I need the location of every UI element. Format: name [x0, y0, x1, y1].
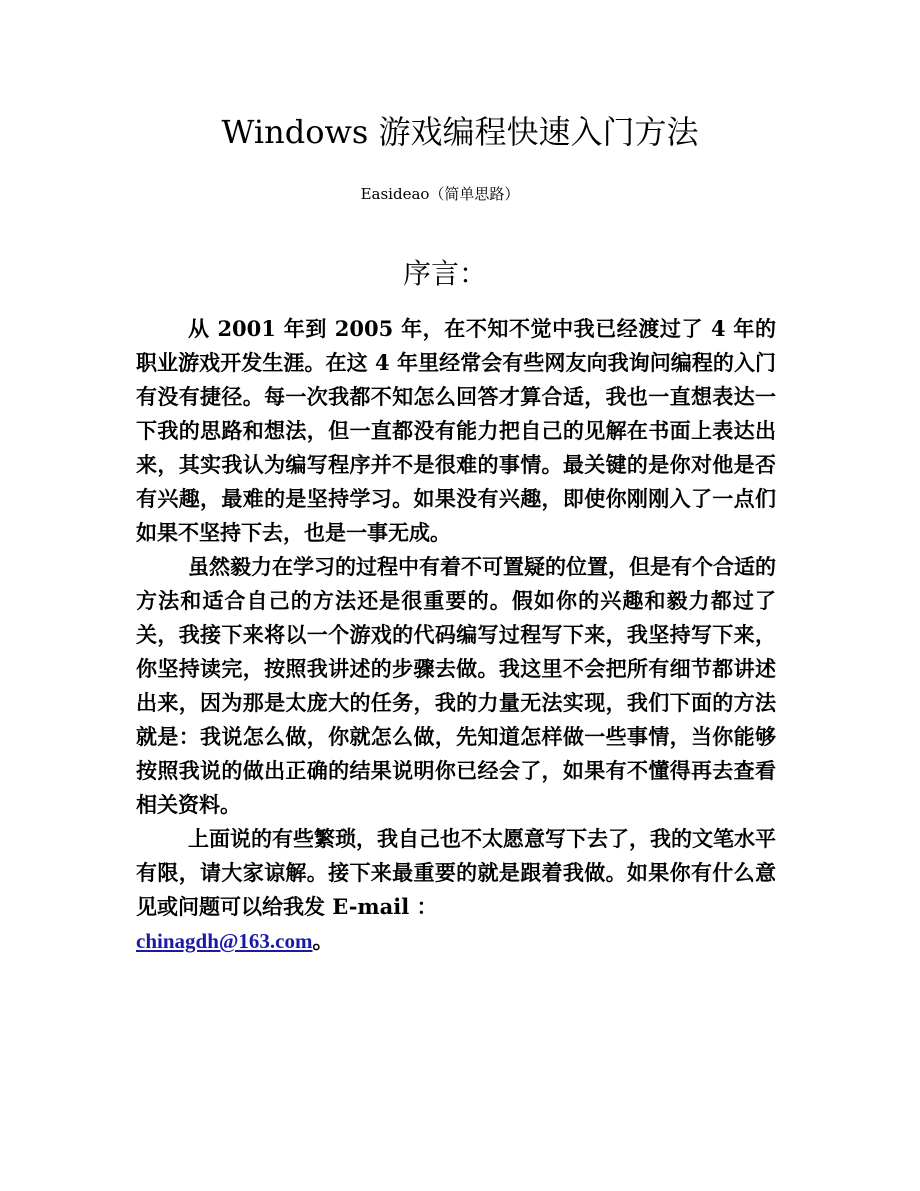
paragraph-2: 虽然毅力在学习的过程中有着不可置疑的位置，但是有个合适的方法和适合自己的方法还是很重要的。假如你的兴趣和毅力都过了关，我接下来将以一个游戏的代码编写过程写下来，我坚持写下来，你坚持读完，按照我讲述的步骤去做。我这里不会把所有细节都讲述出来，因为那是太庞大的任务，我的力量无法实现，我们下面的方法就是：我说怎么做，你就怎么做，先知道怎样做一些事情，当你能够按照我说的做出正确的结果说明你已经会了，如果有不懂得再去查看相关资料。: [136, 554, 776, 817]
email-link[interactable]: chinagdh@163.com: [136, 929, 313, 953]
preface-heading: 序言：: [402, 257, 487, 290]
document-title: Windows 游戏编程快速入门方法: [221, 113, 699, 151]
paragraph-3-text: 上面说的有些繁琐，我自己也不太愿意写下去了，我的文笔水平有限，请大家谅解。接下来最重要的就是跟着我做。如果你有什么意见或问题可以给我发 E-mail ：: [136, 826, 776, 919]
preface-body: [136, 312, 776, 958]
author-line: Easideao（简单思路）: [360, 185, 520, 203]
email-suffix: 。: [312, 928, 334, 953]
paragraph-1: 从 2001 年到 2005 年，在不知不觉中我已经渡过了 4 年的职业游戏开发生涯。在这 4 年里经常会有些网友向我询问编程的入门有没有捷径。每一次我都不知怎么回答才算合适，我也一直想表达一下我的思路和想法，但一直都没有能力把自己的见解在书面上表达出来，其实我认为编写程序并不是很难的事情。最关键的是你对他是否有兴趣，最难的是坚持学习。如果没有兴趣，即使你刚刚入了一点们如果不坚持下去，也是一事无成。: [136, 316, 776, 545]
paragraph-3: [136, 822, 776, 958]
